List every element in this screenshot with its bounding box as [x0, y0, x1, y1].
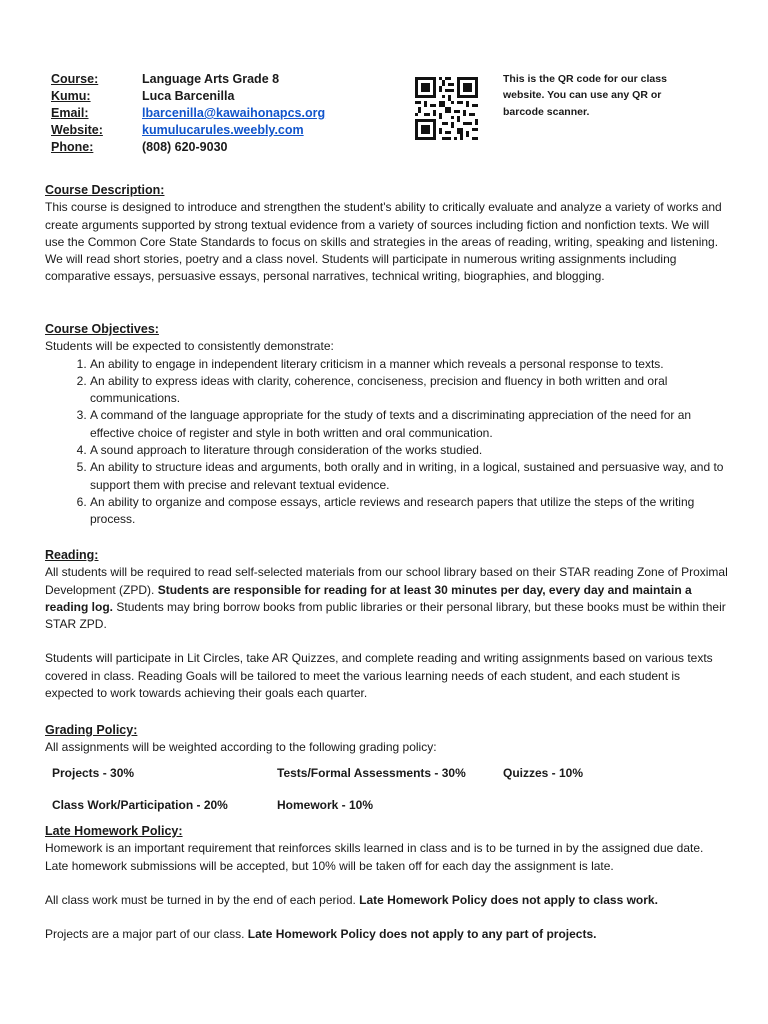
email-label: Email: [51, 105, 89, 120]
objectives-list [45, 356, 730, 529]
course-objectives-heading: Course Objectives: [45, 322, 159, 336]
course-label: Course: [51, 71, 99, 86]
kumu-value: Luca Barcenilla [142, 88, 235, 103]
qr-code-icon[interactable] [415, 75, 478, 142]
website-row [51, 122, 325, 139]
grading-policy-intro: All assignments will be weighted according to the following grading policy: [45, 740, 437, 755]
course-objectives-section [45, 321, 730, 529]
late-homework-paragraph-2 [45, 892, 730, 909]
kumu-label: Kumu: [51, 88, 91, 103]
late-homework-paragraph-3 [45, 926, 730, 943]
grading-policy-heading: Grading Policy: [45, 723, 138, 737]
late-p3-bold: Late Homework Policy does not apply to any part of projects. [247, 927, 597, 942]
objective-item: 2. An ability to express ideas with clarity, coherence, conciseness, precision and fluency in both written and oral communications. [90, 373, 730, 408]
objective-item: 4. A sound approach to literature through consideration of the works studied. [90, 442, 730, 459]
email-row [51, 104, 325, 121]
website-label: Website: [51, 123, 103, 138]
grade-classwork: Class Work/Participation - 20% [52, 798, 228, 812]
course-description-text: This course is designed to introduce and strengthen the student's ability to critically evaluate and analyze a variety of works and create arguments supported by strong textual evidence from a variety of sources including fiction and nonfiction texts. We will use the Common Core State Standards to focus on skills and strategies in the areas of reading, writing, speaking and listening. We will read short stories, poetry and a class novel. Students will participate in numerous writing assignments including comparative essays, persuasive essays, personal narratives, technical writing, biographies, and blogging. [45, 200, 722, 284]
grading-policy-section [45, 722, 730, 757]
course-info-table [51, 70, 325, 156]
grade-tests: Tests/Formal Assessments - 30% [277, 766, 466, 780]
late-p2-bold: Late Homework Policy does not apply to class work. [359, 892, 658, 907]
objective-item: 5. An ability to structure ideas and arguments, both orally and in writing, in a logical, sustained and persuasive way, and to support them with precise and relevant textual evidence. [90, 459, 730, 494]
course-description-heading: Course Description: [45, 183, 165, 197]
late-homework-heading: Late Homework Policy: [45, 824, 183, 838]
course-description-section [45, 182, 730, 286]
kumu-row [51, 87, 325, 104]
late-homework-section [45, 823, 730, 943]
qr-code-note: This is the QR code for our class website. You can use any QR or barcode scanner. [503, 73, 667, 118]
phone-row [51, 139, 325, 156]
phone-label: Phone: [51, 140, 94, 155]
website-link[interactable]: kumulucarules.weebly.com [142, 123, 304, 138]
course-row [51, 70, 325, 87]
reading-heading: Reading: [45, 548, 99, 562]
reading-p1-end: Students may bring borrow books from public libraries or their personal library, but these books must be within their STAR ZPD. [45, 599, 726, 632]
reading-paragraph-2: Students will participate in Lit Circles, take AR Quizzes, and complete reading and writing assignments based on various texts covered in class. Reading Goals will be tailored to meet the various learning needs of each student, and each student is expected to work towards achieving their goals each quarter. [45, 651, 713, 701]
reading-paragraph-1 [45, 564, 730, 633]
course-objectives-intro: Students will be expected to consistently demonstrate: [45, 339, 334, 354]
reading-p1-bold: Students are responsible for reading for at least 30 minutes per day, every day and maintain a reading log. [45, 582, 692, 614]
late-homework-paragraph-1: Homework is an important requirement that reinforces skills learned in class and is to be turned in by the assigned due date. Late homework submissions will be accepted, but 10% will be taken off for each day the assignment is late. [45, 841, 704, 873]
objective-item: 3. A command of the language appropriate for the study of texts and a discriminating appreciation of the need for an effective choice of register and style in both written and oral communication. [90, 407, 730, 442]
reading-p1-start: All students will be required to read self-selected materials from our school library based on their STAR reading Zone of Proximal Development (ZPD). [45, 565, 728, 597]
email-link[interactable]: lbarcenilla@kawaihonapcs.org [142, 105, 326, 120]
late-p2-start: All class work must be turned in by the end of each period. [45, 892, 360, 907]
objective-item: 1. An ability to engage in independent literary criticism in a manner which reveals a personal response to texts. [90, 356, 730, 373]
reading-section [45, 547, 730, 702]
phone-value: (808) 620-9030 [142, 140, 228, 155]
course-value: Language Arts Grade 8 [142, 71, 280, 86]
late-p3-start: Projects are a major part of our class. [45, 927, 248, 942]
grade-quizzes: Quizzes - 10% [503, 766, 584, 780]
grade-homework: Homework - 10% [277, 798, 374, 812]
grade-projects: Projects - 30% [52, 766, 135, 780]
objective-item: 6. An ability to organize and compose essays, article reviews and research papers that utilize the steps of the writing process. [90, 494, 730, 529]
